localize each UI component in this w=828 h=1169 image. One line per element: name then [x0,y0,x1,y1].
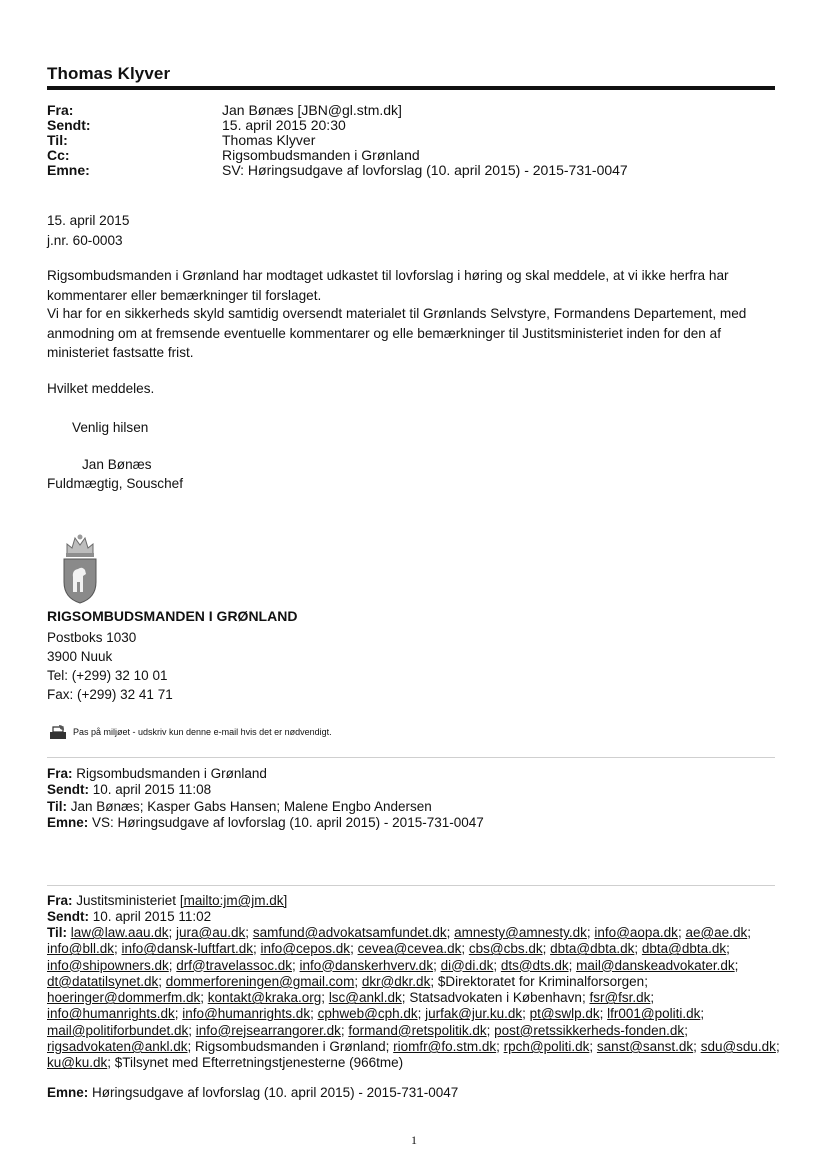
recipient-email-link[interactable]: cphweb@cph.dk [317,1006,418,1022]
subject-label: Emne: [47,162,90,178]
recipient-email-link[interactable]: dbta@dbta.dk [641,941,727,957]
greenland-coat-of-arms-icon [58,532,102,604]
forward1-subject: Emne: VS: Høringsudgave af lovforslag (10. april 2015) - 2015-731-0047 [47,815,484,830]
letter-date: 15. april 2015 [47,213,130,228]
to-label: Til: [47,132,68,148]
address-line: Postboks 1030 [47,630,137,645]
forward-separator [47,757,775,758]
body-line: ministeriet fastsatte frist. [47,345,194,360]
subject-value: SV: Høringsudgave af lovforslag (10. april 2015) - 2015-731-0047 [222,162,628,178]
organization-name: RIGSOMBUDSMANDEN I GRØNLAND [47,608,298,624]
cc-label: Cc: [47,147,70,163]
from-value: Jan Bønæs [JBN@gl.stm.dk] [222,102,402,118]
recipient-email-link[interactable]: info@humanrights.dk [47,1006,175,1022]
cc-value: Rigsombudsmanden i Grønland [222,147,420,163]
recipient-email-link[interactable]: rpch@politi.dk [503,1039,590,1055]
recipient-name: $Direktoratet for Kriminalforsorgen [437,973,645,989]
recipient-email-link[interactable]: rigsadvokaten@ankl.dk [47,1039,188,1055]
journal-number: j.nr. 60-0003 [47,233,123,248]
recipient-email-link[interactable]: ku@ku.dk [47,1055,108,1071]
recipient-email-link[interactable]: dkr@dkr.dk [361,973,431,989]
forward2-recipients: Til: law@law.aau.dk; jura@au.dk; samfund@advokatsamfundet.dk; amnesty@amnesty.dk; info@aopa.dk; ae@ae.dk; info@bll.dk; info@dansk-luftfart.dk; info@cepos.dk; cevea@cevea.dk; cbs@cbs.dk; dbta@dbta.dk; dbta@dbta.dk; info@shipowners.dk; drf@travelassoc.dk; info@danskerhverv.dk; di@di.dk; dts@dts.dk; mail@danskeadvokater.dk; dt@datatilsynet.dk; dommerforeningen@gmail.com; dkr@dkr.dk; $Direktoratet for Kriminalforsorgen; hoeringer@dommerfm.dk; kontakt@kraka.org; lsc@ankl.dk; Statsadvokaten i København; fsr@fsr.dk; info@humanrights.dk; info@humanrights.dk; cphweb@cph.dk; jurfak@jur.ku.dk; pt@swlp.dk; lfr001@politi.dk; mail@politiforbundet.dk; info@rejsearrangorer.dk; formand@retspolitik.dk; post@retssikkerheds-fonden.dk; rigsadvokaten@ankl.dk; Rigsombudsmanden i Grønland; riomfr@fo.stm.dk; rpch@politi.dk; sanst@sanst.dk; sdu@sdu.dk; ku@ku.dk; $Tilsynet med Efterretningstjenesterne (966tme) [47,925,780,1071]
printer-eco-icon [47,724,69,742]
recipient-email-link[interactable]: ae@ae.dk [685,925,748,940]
recipient-email-link[interactable]: di@di.dk [440,957,494,973]
header-rule [47,86,775,90]
forward2-subject: Emne: Høringsudgave af lovforslag (10. april 2015) - 2015-731-0047 [47,1085,459,1100]
recipient-email-link[interactable]: cevea@cevea.dk [357,941,462,957]
recipient-email-link[interactable]: info@bll.dk [47,941,114,957]
recipient-email-link[interactable]: cbs@cbs.dk [468,941,543,957]
recipient-email-link[interactable]: info@humanrights.dk [182,1006,311,1022]
recipient-email-link[interactable]: drf@travelassoc.dk [176,957,293,973]
body-line: Rigsombudsmanden i Grønland har modtaget udkastet til lovforslag i høring og skal meddele, at vi ikke herfra har [47,268,729,283]
recipient-email-link[interactable]: info@danskerhverv.dk [299,957,434,973]
recipient-name: Rigsombudsmanden i Grønland [195,1039,386,1055]
environment-note: Pas på miljøet - udskriv kun denne e-mail hvis det er nødvendigt. [73,727,332,737]
address-line: 3900 Nuuk [47,649,113,664]
phone-line: Tel: (+299) 32 10 01 [47,668,168,683]
recipient-email-link[interactable]: info@dansk-luftfart.dk [121,941,254,957]
recipient-email-link[interactable]: pt@swlp.dk [529,1006,600,1022]
recipient-email-link[interactable]: info@rejsearrangorer.dk [195,1022,341,1038]
recipient-email-link[interactable]: sdu@sdu.dk [700,1039,776,1055]
document-owner: Thomas Klyver [47,64,171,83]
to-value: Thomas Klyver [222,132,316,148]
body-line: Vi har for en sikkerheds skyld samtidig oversendt materialet til Grønlands Selvstyre, Formandens Departement, med [47,306,747,321]
closing-line: Hvilket meddeles. [47,381,155,396]
greeting: Venlig hilsen [72,420,149,435]
recipient-email-link[interactable]: dts@dts.dk [500,957,569,973]
recipient-email-link[interactable]: sanst@sanst.dk [596,1039,694,1055]
recipient-email-link[interactable]: jurfak@jur.ku.dk [425,1006,523,1022]
forward2-sent: Sendt: 10. april 2015 11:02 [47,909,212,924]
recipient-email-link[interactable]: hoeringer@dommerfm.dk [47,990,201,1006]
recipient-email-link[interactable]: law@law.aau.dk [70,925,169,940]
forward1-to: Til: Jan Bønæs; Kasper Gabs Hansen; Malene Engbo Andersen [47,799,432,814]
recipient-email-link[interactable]: riomfr@fo.stm.dk [393,1039,497,1055]
recipient-email-link[interactable]: jura@au.dk [176,925,246,940]
recipient-email-link[interactable]: info@shipowners.dk [47,957,169,973]
recipient-email-link[interactable]: mail@danskeadvokater.dk [576,957,735,973]
recipient-name: $Tilsynet med Efterretningstjenesterne (966tme) [114,1055,404,1071]
recipient-email-link[interactable]: post@retssikkerheds-fonden.dk [494,1022,685,1038]
sent-value: 15. april 2015 20:30 [222,117,346,133]
sender-title: Fuldmægtig, Souschef [47,476,184,491]
recipient-email-link[interactable]: fsr@fsr.dk [589,990,651,1006]
recipient-email-link[interactable]: formand@retspolitik.dk [348,1022,487,1038]
forward1-sent: Sendt: 10. april 2015 11:08 [47,782,212,797]
forward-separator [47,885,775,886]
recipient-email-link[interactable]: lfr001@politi.dk [607,1006,701,1022]
recipient-email-link[interactable]: kontakt@kraka.org [207,990,322,1006]
recipient-email-link[interactable]: dbta@dbta.dk [550,941,635,957]
recipient-email-link[interactable]: lsc@ankl.dk [328,990,402,1006]
body-line: anmodning om at fremsende eventuelle kommentarer og elle bemærkninger til Justitsministeriet inden for den af [47,326,721,341]
recipient-email-link[interactable]: info@cepos.dk [260,941,351,957]
recipient-email-link[interactable]: info@aopa.dk [594,925,678,940]
sender-name: Jan Bønæs [82,457,152,472]
forward1-from: Fra: Rigsombudsmanden i Grønland [47,766,267,781]
recipient-name: Statsadvokaten i København [409,990,582,1006]
recipient-email-link[interactable]: dt@datatilsynet.dk [47,973,159,989]
body-line: kommentarer eller bemærkninger til forslaget. [47,288,322,303]
fax-line: Fax: (+299) 32 41 71 [47,687,173,702]
from-label: Fra: [47,102,74,118]
mailto-link[interactable]: [mailto:jm@jm.dk] [179,893,288,908]
page-number: 1 [411,1133,417,1147]
sent-label: Sendt: [47,117,91,133]
recipient-email-link[interactable]: mail@politiforbundet.dk [47,1022,189,1038]
recipient-email-link[interactable]: dommerforeningen@gmail.com [165,973,355,989]
recipient-email-link[interactable]: amnesty@amnesty.dk [454,925,587,940]
forward2-from: Fra: Justitsministeriet [mailto:jm@jm.dk] [47,893,288,908]
recipient-email-link[interactable]: samfund@advokatsamfundet.dk [252,925,447,940]
